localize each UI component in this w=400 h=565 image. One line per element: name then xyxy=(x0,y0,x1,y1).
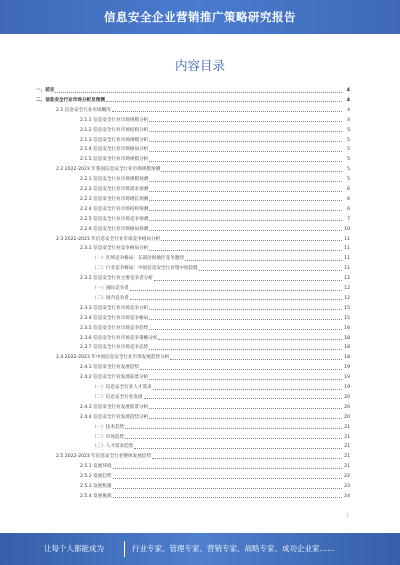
toc-entry-label: 2.4.4 信息安全行业发展趋势分析 xyxy=(80,414,149,420)
toc-entry-label: （一）国际竞争者 xyxy=(92,286,129,291)
toc-entry[interactable] xyxy=(80,316,350,322)
toc-entry-page: 22 xyxy=(344,474,350,480)
toc-entry-label: 2.3.3 信息安全行业市场竞争分析 xyxy=(80,305,149,311)
toc-dot-leader xyxy=(149,379,342,380)
toc-entry[interactable] xyxy=(80,207,350,213)
toc-dot-leader xyxy=(170,359,342,360)
toc-dot-leader xyxy=(199,270,342,271)
toc-entry[interactable] xyxy=(56,454,350,460)
toc-entry-label: 2.1.1 信息安全行业市场规模分析 xyxy=(80,117,149,123)
toc-entry[interactable] xyxy=(80,474,350,480)
toc-entry[interactable] xyxy=(56,355,350,361)
toc-dot-leader xyxy=(149,329,342,330)
toc-entry-page: 21 xyxy=(344,464,350,470)
toc-entry-label: 2.5 2022-2023 年信息安全行业整体发展趋势 xyxy=(56,454,151,460)
toc-entry-label: （一）技术趋势 xyxy=(92,424,125,430)
toc-dot-leader xyxy=(140,369,342,370)
toc-entry-label: （三）人才需求趋势 xyxy=(92,444,134,450)
toc-dot-leader xyxy=(149,220,342,221)
page-number-mark: 1 xyxy=(346,513,349,518)
toc-dot-leader xyxy=(161,171,342,172)
toc-entry[interactable] xyxy=(36,98,350,104)
toc-entry-page: 12 xyxy=(344,295,350,301)
toc-dot-leader xyxy=(149,121,342,122)
toc-dot-leader xyxy=(161,240,342,241)
toc-entry[interactable] xyxy=(92,425,350,431)
toc-dot-leader xyxy=(149,131,342,132)
toc-entry[interactable] xyxy=(92,435,350,441)
toc-entry-page: 18 xyxy=(344,345,350,351)
toc-entry[interactable] xyxy=(92,256,350,262)
toc-entry-label: 2.2.1 信息安全行业市场规模预测 xyxy=(80,177,149,183)
toc-entry-label: （一）区域竞争格局：东部沿海地区竞争激烈 xyxy=(92,256,184,262)
toc-entry-label: 2.3.6 信息安全行业市场竞争策略分析 xyxy=(80,335,158,341)
toc-entry[interactable] xyxy=(80,326,350,332)
toc-entry-page: 20 xyxy=(344,414,350,420)
toc-dot-leader xyxy=(149,250,342,251)
toc-dot-leader xyxy=(112,111,342,112)
toc-entry-label: 2.2.2 信息安全行业市场需求预测 xyxy=(80,187,149,192)
toc-entry[interactable] xyxy=(80,227,350,233)
toc-dot-leader xyxy=(158,339,342,340)
toc-entry-page: 18 xyxy=(344,355,350,361)
toc-entry-label: 2.4.2 信息安全行业发展前景分析 xyxy=(80,375,149,381)
toc-entry-page: 11 xyxy=(344,256,350,262)
toc-entry-page: 21 xyxy=(344,434,350,440)
toc-entry-label: 2.2.4 信息安全行业市场结构预测 xyxy=(80,206,149,212)
toc-dot-leader xyxy=(144,398,342,399)
toc-entry[interactable] xyxy=(80,157,350,163)
toc-entry-page: 23 xyxy=(344,484,350,489)
toc-entry-label: 2.1.3 信息安全行业市场规模分析 xyxy=(80,137,149,143)
toc-entry-label: 2.1.2 信息安全行业市场结构分析 xyxy=(80,127,149,133)
toc-entry[interactable] xyxy=(92,444,350,450)
toc-dot-leader xyxy=(185,260,342,261)
toc-dot-leader xyxy=(149,161,342,162)
toc-title: 内容目录 xyxy=(174,58,225,73)
toc-entry[interactable] xyxy=(92,286,350,292)
toc-entry[interactable] xyxy=(80,276,350,282)
toc-dot-leader xyxy=(149,141,342,142)
toc-entry[interactable] xyxy=(92,395,350,401)
toc-entry-label: 2.3.1 信息安全行业竞争格局分析 xyxy=(80,246,149,252)
toc-entry-page: 5 xyxy=(347,137,350,143)
toc-dot-leader xyxy=(153,389,342,390)
toc-entry-label: （二）信息安全行业发展 xyxy=(92,394,143,400)
toc-dot-leader xyxy=(106,101,342,102)
toc-entry-label: 2.2.5 信息安全行业市场竞争预测 xyxy=(80,216,149,222)
toc-entry-page: 19 xyxy=(344,375,350,381)
toc-entry-page: 12 xyxy=(344,276,350,282)
toc-entry-label: 2.4.1 信息安全行业发展趋势 xyxy=(80,365,140,371)
toc-entry-label: 2.5.3 发展机遇 xyxy=(80,484,112,489)
toc-dot-leader xyxy=(152,458,342,459)
toc-entry-label: 2.5.1 发展环境 xyxy=(80,464,112,470)
toc-dot-leader xyxy=(149,151,342,152)
toc-entry-label: 2.4 2022-2023 年中国信息安全行业市场发展趋势分析 xyxy=(56,355,170,361)
toc-entry[interactable] xyxy=(80,345,350,351)
toc-entry[interactable] xyxy=(92,385,350,391)
report-title: 信息安全企业营销推广策略研究报告 xyxy=(104,10,296,24)
toc-dot-leader xyxy=(130,290,342,291)
toc-dot-leader xyxy=(149,200,342,201)
toc-entry[interactable] xyxy=(80,128,350,134)
toc-entry-label: 2.5.2 发展趋势 xyxy=(80,474,112,480)
toc-entry-page: 21 xyxy=(344,454,350,460)
toc-dot-leader xyxy=(125,438,342,439)
toc-entry-page: 18 xyxy=(344,335,350,341)
footer-divider xyxy=(124,541,125,557)
toc-entry-label: （二）国内竞争者 xyxy=(92,295,129,301)
toc-dot-leader xyxy=(125,428,342,429)
toc-entry-page: 6 xyxy=(347,206,350,212)
toc-entry-label: 2.4.3 信息安全行业发展前景分析 xyxy=(80,404,149,410)
toc-entry[interactable] xyxy=(56,237,350,243)
toc-entry-page: 24 xyxy=(344,493,350,499)
toc-entry-page: 5 xyxy=(347,157,350,163)
footer-bar xyxy=(0,533,400,565)
toc-entry[interactable] xyxy=(92,296,350,302)
toc-entry-page: 6 xyxy=(347,196,350,202)
toc-entry-page: 4 xyxy=(346,88,350,93)
toc-entry-label: （一）信息安全行业人才需求 xyxy=(92,385,152,390)
toc-entry[interactable] xyxy=(80,365,350,371)
toc-entry-page: 5 xyxy=(347,167,350,173)
toc-entry-label: 2.2 2022-2023 年我国信息安全行业市场规模预测 xyxy=(56,167,161,173)
toc-entry-page: 15 xyxy=(344,305,350,311)
toc-entry-page: 4 xyxy=(347,107,350,113)
toc-entry-label: （二）行业竞争格局：中国信息安全行业集中度较低 xyxy=(92,266,198,272)
toc-dot-leader xyxy=(134,448,342,449)
toc-dot-leader xyxy=(113,478,342,479)
toc-entry-label: 2.2.3 信息安全行业市场增长预测 xyxy=(80,196,149,202)
toc-entry-label: 一、前言 xyxy=(36,88,55,93)
toc-entry-label: 二、信息安全行业市场分析及预测 xyxy=(36,97,105,103)
toc-entry-page: 5 xyxy=(347,127,350,133)
toc-entry-label: （二）市场趋势 xyxy=(92,434,125,440)
toc-entry-page: 7 xyxy=(347,216,350,222)
toc-dot-leader xyxy=(149,309,342,310)
toc-entry[interactable] xyxy=(56,108,350,114)
toc-entry[interactable] xyxy=(80,197,350,203)
toc-entry-label: 2.1.5 信息安全行业市场规模分析 xyxy=(80,157,149,163)
toc-entry-label: 2.3 2022-2023 年信息安全行业市场竞争格局分析 xyxy=(56,236,161,242)
toc-entry[interactable] xyxy=(80,464,350,470)
toc-dot-leader xyxy=(149,408,342,409)
toc-entry-page: 11 xyxy=(344,246,350,252)
toc-entry[interactable] xyxy=(80,147,350,153)
footer-slogan-right: 行业专家、管理专家、营销专家、战略专家、成功企业家…… xyxy=(132,544,335,553)
toc-entry[interactable] xyxy=(36,88,350,94)
toc-entry-page: 21 xyxy=(344,444,350,450)
toc-entry[interactable] xyxy=(56,167,350,173)
toc-entry-page: 20 xyxy=(344,394,350,400)
toc-entry-page: 12 xyxy=(344,286,350,291)
toc-entry-label: 2.3.7 信息安全行业市场竞争态势 xyxy=(80,345,149,351)
toc-dot-leader xyxy=(149,191,342,192)
toc-dot-leader xyxy=(55,92,342,93)
toc-entry[interactable] xyxy=(80,138,350,144)
toc-entry[interactable] xyxy=(80,415,350,421)
toc-dot-leader xyxy=(149,181,342,182)
toc-entry-page: 15 xyxy=(344,315,350,321)
toc-dot-leader xyxy=(154,280,342,281)
toc-entry-page: 21 xyxy=(344,424,350,430)
toc-entry-page: 20 xyxy=(344,404,350,410)
toc-entry-label: 2.3.4 信息安全行业市场竞争格局 xyxy=(80,315,149,321)
toc-entry-label: 2.3.5 信息安全行业市场竞争趋势 xyxy=(80,325,149,331)
toc-entry-label: 2.5.4 发展挑战 xyxy=(80,493,112,499)
toc-entry-page: 4 xyxy=(347,117,350,123)
toc-entry[interactable] xyxy=(80,494,350,500)
toc-dot-leader xyxy=(113,468,342,469)
toc-entry-page: 19 xyxy=(344,365,350,371)
toc-entry-page: 5 xyxy=(347,177,350,183)
toc-entry-label: 2.2.6 信息安全行业市场格局预测 xyxy=(80,226,149,232)
toc-dot-leader xyxy=(149,418,342,419)
toc-entry-page: 5 xyxy=(347,147,350,153)
toc-dot-leader xyxy=(149,319,342,320)
report-header-bar xyxy=(0,0,400,34)
toc-entry-page: 11 xyxy=(344,236,350,242)
toc-entry-label: 2.1.4 信息安全行业市场格局分析 xyxy=(80,147,149,153)
toc-entry-page: 16 xyxy=(344,325,350,331)
toc-dot-leader xyxy=(149,230,342,231)
toc-dot-leader xyxy=(149,349,342,350)
toc-entry[interactable] xyxy=(80,118,350,124)
toc-entry[interactable] xyxy=(80,217,350,223)
toc-dot-leader xyxy=(113,488,342,489)
toc-dot-leader xyxy=(130,299,342,300)
toc-entry-page: 6 xyxy=(347,187,350,192)
toc-entry[interactable] xyxy=(80,177,350,183)
toc-entry[interactable] xyxy=(80,484,350,490)
toc-entry[interactable] xyxy=(80,336,350,342)
toc-entry[interactable] xyxy=(80,405,350,411)
toc-dot-leader xyxy=(149,210,342,211)
toc-entry[interactable] xyxy=(80,187,350,193)
toc-dot-leader xyxy=(113,497,342,498)
toc-entry-page: 4 xyxy=(346,97,350,103)
toc-entry[interactable] xyxy=(80,306,350,312)
toc-entry-label: 2.1 信息安全行业市场概况 xyxy=(56,107,111,113)
toc-entry[interactable] xyxy=(80,375,350,381)
toc-entry-label: 2.3.2 信息安全行业主要竞争者分析 xyxy=(80,276,153,282)
toc-entry-page: 19 xyxy=(344,385,350,390)
toc-entry-page: 11 xyxy=(344,266,350,272)
toc-entry[interactable] xyxy=(92,266,350,272)
toc-entry[interactable] xyxy=(80,246,350,252)
footer-slogan-left: 让每个人都能成为 xyxy=(44,544,104,553)
toc-entry-page: 10 xyxy=(344,226,350,232)
